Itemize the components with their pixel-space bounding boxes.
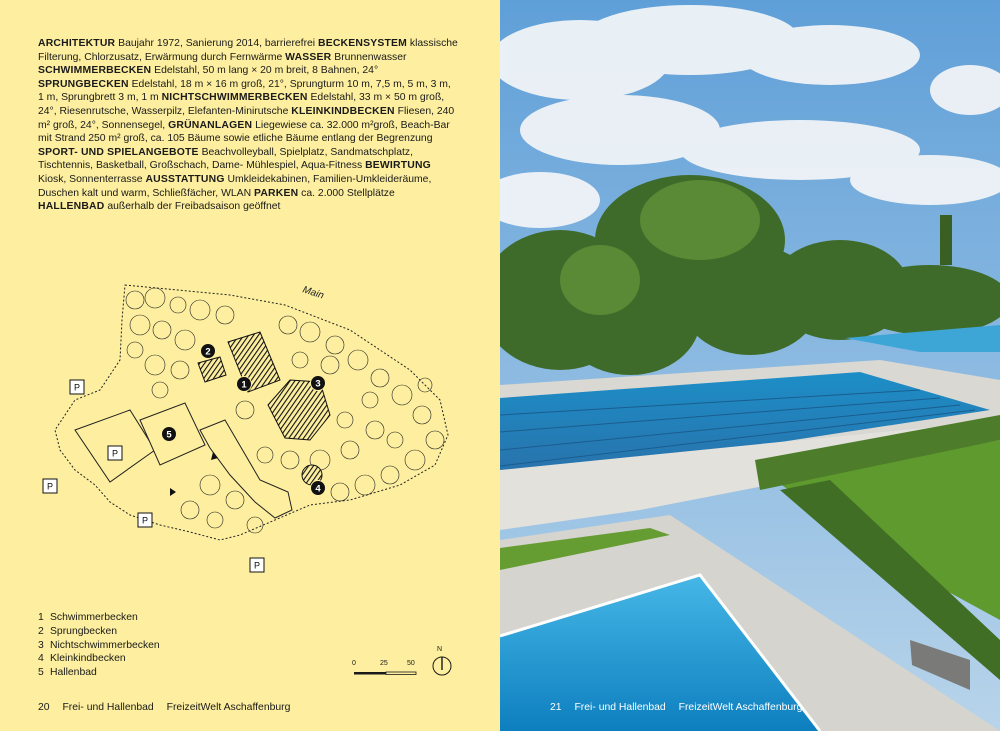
folio-section: Frei- und Hallenbad [62,702,154,713]
folio-section: Frei- und Hallenbad [574,702,666,713]
map-marker-1 [237,377,252,392]
description-keyword: BEWIRTUNG [365,160,431,172]
tree-symbol [348,350,368,370]
map-marker-5 [162,427,177,442]
description-text: Baujahr 1972, Sanierung 2014, barrierefrei [115,38,318,49]
folio-left [38,702,300,713]
tree-symbol [413,406,431,424]
svg-text:P: P [141,515,149,526]
description-text: klassische Filterung, Chlorzusatz, Erwärmung durch Fernwärme [38,38,458,63]
tree-symbol [341,441,359,459]
svg-text:1: 1 [241,379,247,391]
description-text: Brunnenwasser [331,51,407,63]
right-page [500,0,1000,731]
tree-symbol [371,369,389,387]
description-keyword: GRÜNANLAGEN [168,119,253,131]
entrance-buildings [200,420,292,518]
description-text: Umkleidekabinen, Familien-Umkleideräume, Duschen kalt und warm, Schließfächer, WLAN [38,173,432,199]
tree-symbol [366,421,384,439]
pool-schwimmerbecken [228,332,280,392]
svg-text:5: 5 [166,429,172,441]
description-keyword: KLEINKINDBECKEN [291,105,395,117]
scale-tick-50: 50 [407,660,415,667]
legend-number: 4 [38,653,44,665]
tree-symbol [362,392,378,408]
tree-symbol [127,342,143,358]
legend-item [38,652,160,666]
tree-symbol [426,431,444,449]
tree-symbol [337,412,353,428]
tree-symbol [392,385,412,405]
folio-title: FreizeitWelt Aschaffenburg [166,702,291,713]
entrance-arrow [170,488,176,496]
legend-item [38,625,160,639]
legend-label: Schwimmerbecken [50,612,138,623]
description-keyword: SPRUNGBECKEN [38,78,129,90]
site-map [30,270,470,580]
facility-description [38,37,458,214]
tree-symbol [321,356,339,374]
tree-symbol [145,355,165,375]
parking-icon [43,479,57,493]
description-text: Kiosk, Sonnenterrasse [38,173,146,185]
description-keyword: BECKENSYSTEM [318,38,408,49]
svg-text:2: 2 [205,346,211,358]
tree-symbol [279,316,297,334]
scale-tick-25: 25 [380,660,388,667]
tree-symbol [170,297,186,313]
tree-symbol [181,501,199,519]
scale-tick-0: 0 [352,660,356,667]
tree-symbol [331,483,349,501]
tree-symbol [257,447,273,463]
description-keyword: SPORT- UND SPIELANGEBOTE [38,146,199,158]
legend-item [38,611,160,625]
legend-number: 2 [38,625,44,637]
tree-symbol [152,382,168,398]
map-marker-3 [311,376,326,391]
legend-label: Sprungbecken [50,625,118,637]
legend-number: 1 [38,612,44,623]
description-text: Liegewiese ca. 32.000 m²groß, Beach-Bar mit Strand 250 m² groß, ca. 105 Bäume sowie etliche Bäume entlang der Begrenzung [38,119,450,145]
tree-symbol [153,321,171,339]
folio-title: FreizeitWelt Aschaffenburg [678,702,803,713]
description-keyword: NICHTSCHWIMMERBECKEN [161,92,308,104]
description-text: Edelstahl, 33 m × 50 m groß, 24°, Riesenrutsche, Wasserpilz, Elefanten-Minirutsche [38,92,445,117]
svg-text:P: P [111,448,119,459]
tree-symbol [130,315,150,335]
tree-symbol [387,432,403,448]
map-marker-2 [201,344,216,359]
parking-icon [250,558,264,572]
description-keyword: SCHWIMMERBECKEN [38,65,152,77]
page-number: 20 [38,702,50,713]
tree-symbol [381,466,399,484]
svg-text:3: 3 [315,378,321,390]
svg-text:4: 4 [315,483,321,495]
legend-number: 5 [38,667,44,679]
description-keyword: WASSER [285,51,332,63]
tree-symbol [207,512,223,528]
description-keyword: ARCHITEKTUR [38,38,116,49]
tree-symbol [405,450,425,470]
description-text: Edelstahl, 18 m × 16 m groß, 21°, Sprungturm 10 m, 7,5 m, 5 m, 3 m, 1 m, Sprungbrett 3 m, 1 m [38,78,451,104]
tree-symbol [300,322,320,342]
legend-label: Hallenbad [50,667,97,679]
legend-label: Nichtschwimmerbecken [50,639,160,651]
tree-symbol [126,291,144,309]
svg-text:P: P [73,382,81,393]
site-boundary [55,285,448,540]
map-legend [38,611,160,680]
description-text: Edelstahl, 50 m lang × 20 m breit, 8 Bahnen, 24° [151,65,379,77]
tree-symbol [326,336,344,354]
svg-text:P: P [46,481,54,492]
parking-icon [70,380,84,394]
legend-label: Kleinkindbecken [50,653,126,665]
tree-symbol [171,361,189,379]
tree-symbol [175,330,195,350]
tree-symbol [355,475,375,495]
tree-symbol [200,475,220,495]
folio-right [550,702,812,713]
legend-item [38,666,160,680]
tree-symbol [236,401,254,419]
description-keyword: PARKEN [253,187,299,199]
map-marker-4 [311,481,326,496]
svg-text:P: P [253,560,261,571]
tree-symbol [145,288,165,308]
description-text: Beachvolleyball, Spielplatz, Sandmatschplatz, Tischtennis, Basketball, Großschach, Dame- Mühlespiel, Aqua-Fitness [38,146,413,172]
legend-item [38,639,160,653]
river-label: Main [301,284,326,302]
north-label: N [437,646,443,653]
parking-icon [138,513,152,527]
description-text: außerhalb der Freibadsaison geöffnet [104,201,281,213]
pool-photo [500,0,1000,731]
tree-symbol [216,306,234,324]
tree-symbol [226,491,244,509]
description-keyword: HALLENBAD [38,201,105,213]
parking-icon [108,446,122,460]
pool-sprungbecken [198,357,226,382]
description-keyword: AUSSTATTUNG [145,173,225,185]
tree-symbol [190,300,210,320]
description-text: Fliesen, 240 m² groß, 24°, Sonnensegel, [38,105,455,131]
description-text: ca. 2.000 Stellplätze [298,187,395,199]
page-number: 21 [550,702,562,713]
tree-symbol [281,451,299,469]
tree-symbol [292,352,308,368]
legend-number: 3 [38,639,44,651]
